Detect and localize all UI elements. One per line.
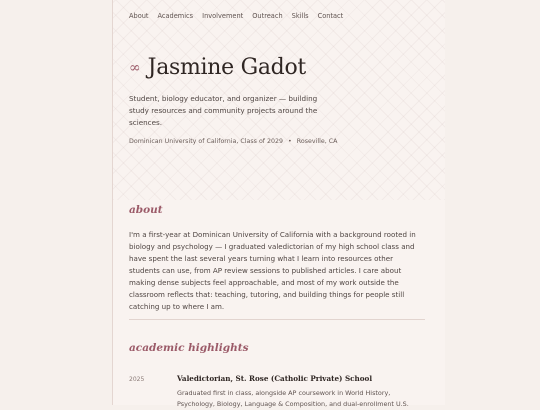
page-title: Jasmine Gadot	[147, 55, 306, 80]
hero-heading	[129, 55, 306, 80]
hero-meta	[129, 138, 337, 145]
school-text: Dominican University of California, Class of 2029	[129, 138, 284, 145]
hero-tagline: Student, biology educator, and organizer — building study resources and community projects around the sciences.	[129, 94, 318, 127]
meta-separator: •	[288, 138, 292, 145]
nav-academics[interactable]: Academics	[157, 12, 194, 20]
nav-outreach[interactable]: Outreach	[252, 12, 283, 20]
location-text: Roseville, CA	[296, 138, 338, 145]
top-nav	[129, 12, 343, 20]
nav-contact[interactable]: Contact	[317, 12, 344, 20]
highlights-heading: academic highlights	[129, 342, 249, 354]
infinity-icon: ∞	[129, 59, 141, 76]
nav-involvement[interactable]: Involvement	[202, 12, 244, 20]
highlight-title: Valedictorian, St. Rose (Catholic Private) School	[177, 374, 373, 383]
nav-about[interactable]: About	[129, 12, 149, 20]
nav-skills[interactable]: Skills	[291, 12, 309, 20]
section-divider	[129, 319, 425, 320]
page-column	[112, 0, 445, 408]
highlight-year: 2025	[129, 376, 145, 383]
about-heading: about	[129, 204, 163, 216]
about-text: I'm a first-year at Dominican University of California with a background rooted in biology and psychology — I graduated valedictorian of my high school class and have spent the last several years turning what I learn into resources other students can use, from AP review sessions to published articles. I care about making dense subjects feel approachable, and most of my work outside the classroom reflects that: teaching, tutoring, and building things for people still catching up to where I am.	[129, 230, 416, 311]
highlight-description: Graduated first in class, alongside AP coursework in World History, Psychology, Biology, Language & Composition, and dual-enrollment U.S.	[177, 389, 409, 408]
